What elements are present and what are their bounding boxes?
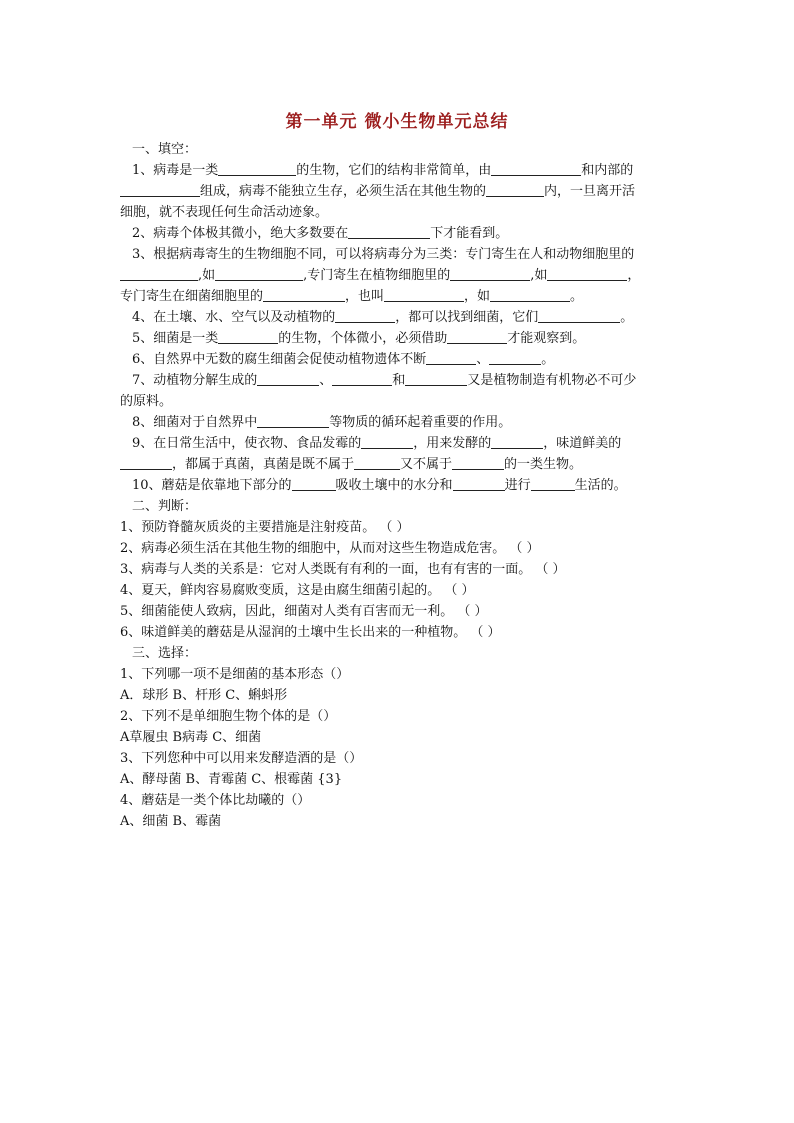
choice-options: A、酵母菌 B、青霉菌 C、根霉菌 {3} — [120, 772, 343, 787]
fill-question-10: 10、蘑菇是依靠地下部分的 吸收土壤中的水分和 进行 生活的。 — [132, 478, 627, 493]
answer-blank[interactable] — [426, 351, 476, 365]
answer-blank[interactable] — [263, 288, 345, 302]
judge-question: 2、病毒必须生活在其他生物的细胞中，从而对这些生物造成危害。 （ ） — [120, 541, 540, 556]
answer-blank[interactable] — [538, 309, 620, 323]
choice-question: 2、下列不是单细胞生物个体的是（） — [120, 709, 337, 724]
choice-question: 4、蘑菇是一类个体比劫曦的（） — [120, 793, 311, 808]
answer-blank[interactable] — [491, 435, 543, 449]
fill-question-7-end: 的原料。 — [120, 394, 173, 409]
fill-question-7: 7、动植物分解生成的 、 和 又是植物制造有机物必不可少 — [132, 373, 637, 388]
fill-question-5: 5、细菌是一类 的生物，个体微小，必须借助 才能观察到。 — [132, 331, 586, 346]
judge-question: 1、预防脊髓灰质炎的主要措施是注射疫苗。 （ ） — [120, 520, 410, 535]
judge-question: 5、细菌能使人致病，因此，细菌对人类有百害而无一利。 （ ） — [120, 604, 488, 619]
answer-blank[interactable] — [332, 372, 392, 386]
fill-question-3: 3、根据病毒寄生的生物细胞不同，可以将病毒分为三类：专门寄生在人和动物细胞里的 — [132, 247, 635, 262]
fill-question-4: 4、在土壤、水、空气以及动植物的 ，都可以找到细菌，它们 。 — [132, 310, 634, 325]
answer-blank[interactable] — [453, 477, 505, 491]
answer-blank[interactable] — [292, 477, 336, 491]
fill-question-1: 1、病毒是一类 的生物，它们的结构非常简单，由 和内部的 — [132, 163, 634, 178]
judge-question: 4、夏天，鲜肉容易腐败变质，这是由腐生细菌引起的。 （ ） — [120, 583, 475, 598]
answer-blank[interactable] — [335, 309, 395, 323]
judge-question: 6、味道鲜美的蘑菇是从湿润的土壤中生长出来的一种植物。 （ ） — [120, 625, 501, 640]
fill-question-2: 2、病毒个体极其微小，绝大多数要在 下才能看到。 — [132, 226, 509, 241]
answer-blank[interactable] — [489, 351, 541, 365]
choice-options: A草履虫 B病毒 C、细菌 — [120, 730, 262, 745]
answer-blank[interactable] — [361, 435, 413, 449]
answer-blank[interactable] — [531, 477, 575, 491]
answer-blank[interactable] — [120, 456, 172, 470]
answer-blank[interactable] — [257, 414, 329, 428]
answer-blank[interactable] — [257, 372, 319, 386]
answer-blank[interactable] — [486, 183, 544, 197]
fill-question-6: 6、自然界中无数的腐生细菌会促使动植物遗体不断 、 。 — [132, 352, 555, 367]
fill-question-3-end: 专门寄生在细菌细胞里的 ，也叫 ，如 。 — [120, 289, 584, 304]
choice-question: 1、下列哪一项不是细菌的基本形态（） — [120, 667, 350, 682]
fill-question-8: 8、细菌对于自然界中 等物质的循环起着重要的作用。 — [132, 415, 512, 430]
section-heading-choice: 三、选择： — [132, 646, 198, 661]
choice-options: A、细菌 B、霉菌 — [120, 814, 222, 829]
page-title: 第一单元 微小生物单元总结 — [285, 112, 509, 132]
answer-blank[interactable] — [354, 456, 400, 470]
answer-blank[interactable] — [218, 162, 296, 176]
answer-blank[interactable] — [450, 267, 530, 281]
answer-blank[interactable] — [384, 288, 464, 302]
worksheet-content — [120, 139, 680, 832]
section-heading-fill: 一、填空： — [132, 142, 198, 157]
answer-blank[interactable] — [218, 330, 278, 344]
fill-question-1-cont: 组成，病毒不能独立生存，必须生活在其他生物的 内，一旦离开活 — [120, 181, 680, 202]
answer-blank[interactable] — [405, 372, 467, 386]
fill-question-3-cont: ,如 ,专门寄生在植物细胞里的 ,如 ， — [120, 265, 680, 286]
choice-question: 3、下列您种中可以用来发酵造酒的是（） — [120, 751, 363, 766]
fill-question-9: 9、在日常生活中，使衣物、食品发霉的 ，用来发酵的 ，味道鲜美的 — [132, 436, 622, 451]
answer-blank[interactable] — [120, 183, 200, 197]
answer-blank[interactable] — [215, 267, 303, 281]
answer-blank[interactable] — [447, 330, 507, 344]
choice-options: A．球形 B、杆形 C、蝌蚪形 — [120, 688, 288, 703]
answer-blank[interactable] — [452, 456, 504, 470]
answer-blank[interactable] — [120, 267, 198, 281]
section-heading-judge: 二、判断： — [132, 499, 198, 514]
answer-blank[interactable] — [491, 162, 581, 176]
answer-blank[interactable] — [547, 267, 627, 281]
answer-blank[interactable] — [490, 288, 570, 302]
answer-blank[interactable] — [348, 225, 430, 239]
judge-question: 3、病毒与人类的关系是：它对人类既有有利的一面，也有有害的一面。 （ ） — [120, 562, 566, 577]
fill-question-9-cont: ，都属于真菌，真菌是既不属于 又不属于 的一类生物。 — [120, 454, 680, 475]
fill-question-1-end: 细胞，就不表现任何生命活动迹象。 — [120, 205, 329, 220]
